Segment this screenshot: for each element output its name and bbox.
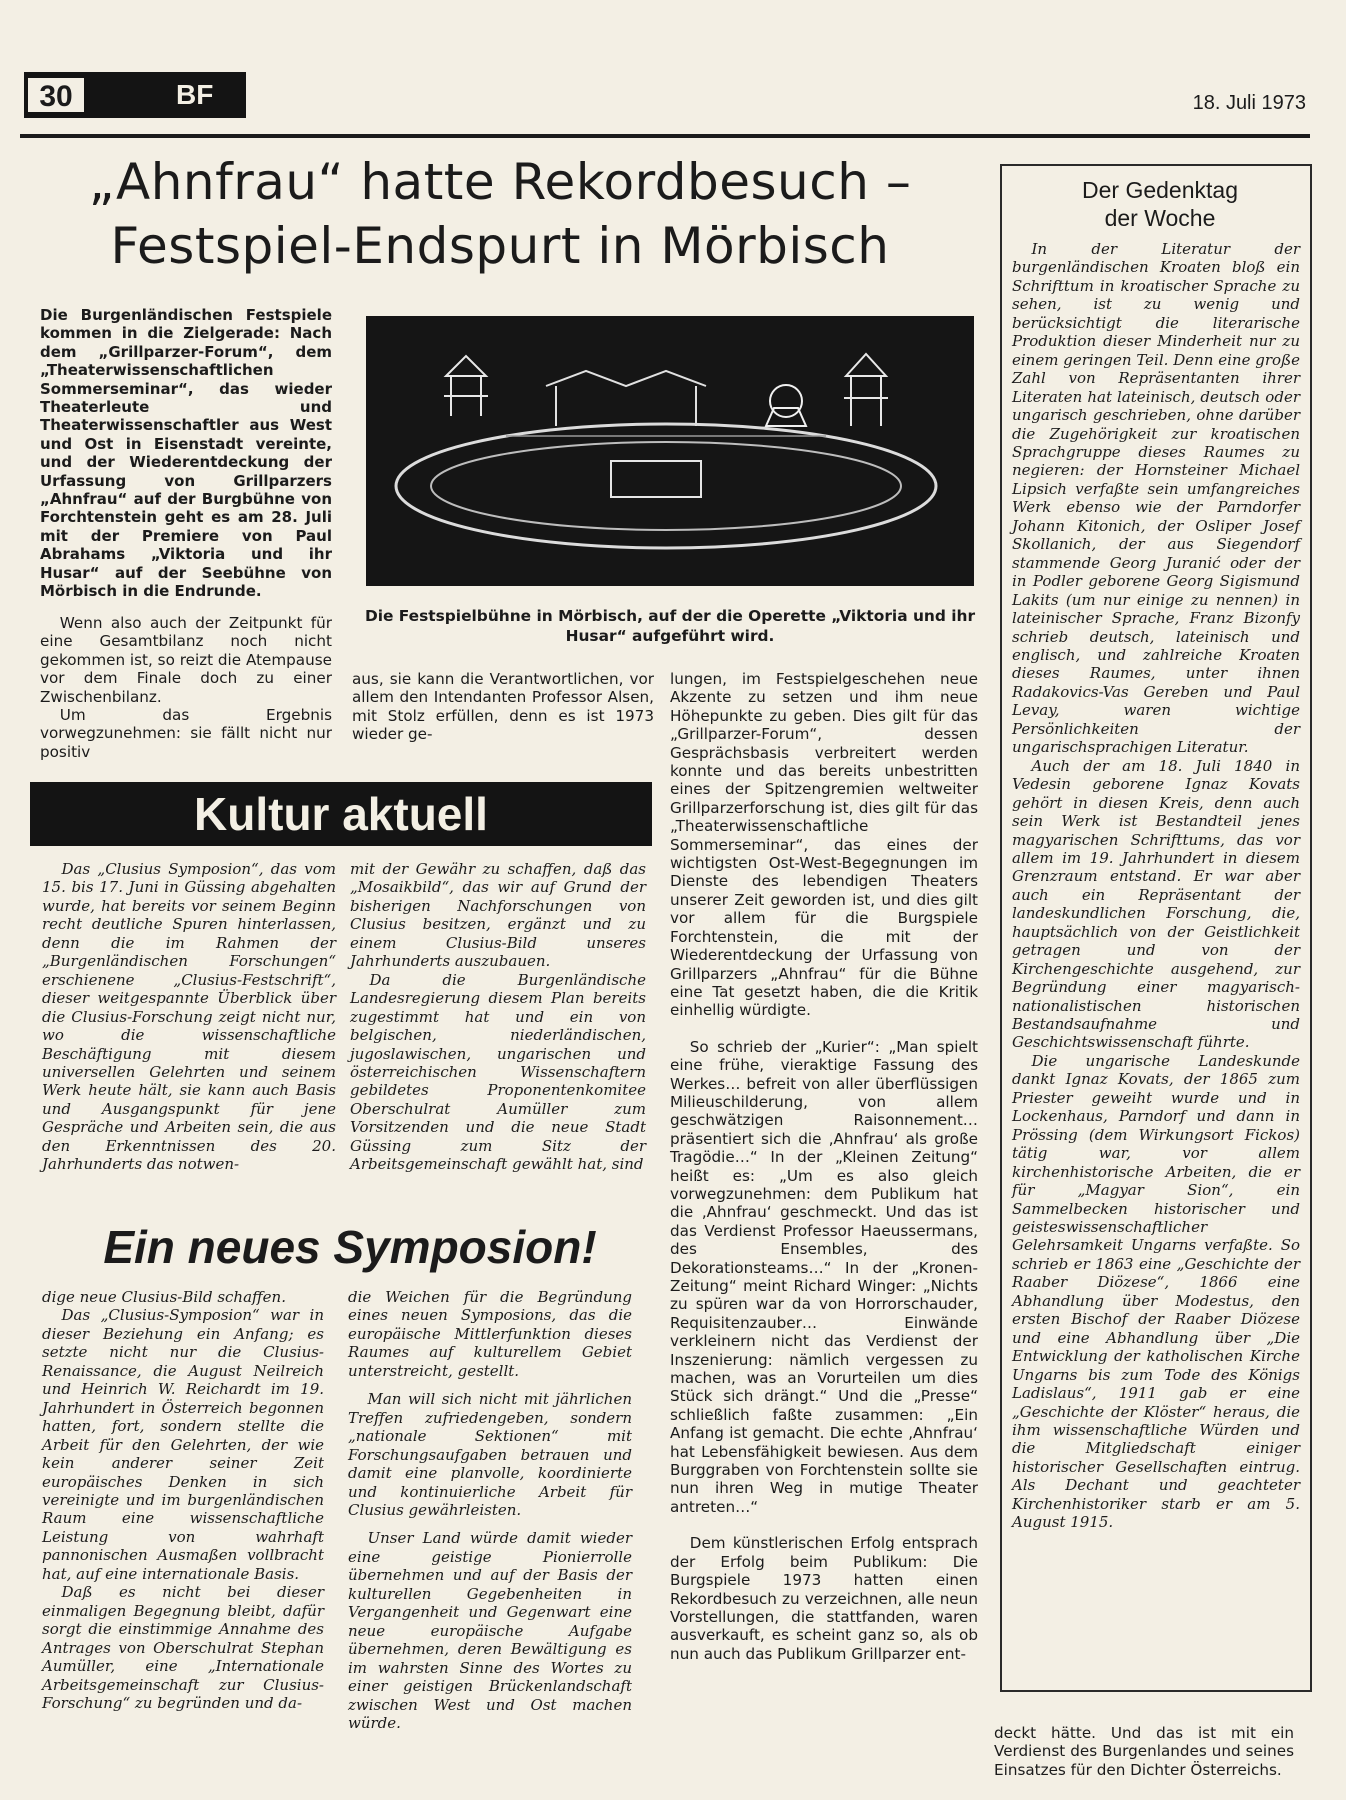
- kultur-subheadline: Ein neues Symposion!: [103, 1221, 597, 1273]
- gedenktag-title: [1040, 176, 1280, 232]
- article-paragraph: aus, sie kann die Verantwortlichen, vor allem den Intendanten Professor Alsen, mit Stolz erfüllen, denn es ist 1973 wieder ge-: [352, 670, 654, 744]
- kultur-paragraph: die Weichen für die Begründung eines neuen Symposions, das die europäische Mittlerfunktion dieses Raumes auf kulturellem Gebiet unterstreicht, gestellt.: [348, 1288, 632, 1380]
- lead-paragraph: Die Burgenländischen Festspiele kommen in die Zielgerade: Nach dem „Grillparzer-Forum“, dem „Theaterwissenschaftlichen Sommerseminar“, das wieder Theaterleute und Theaterwissenschaftler aus West und Ost in Eisenstadt vereinte, und der Wiederentdeckung der Urfassung von Grillparzers „Ahnfrau“ auf der Burgbühne von Forchtenstein geht es am 28. Juli mit der Premiere von Paul Abrahams „Viktoria und ihr Husar“ auf der Seebühne von Mörbisch in die Endrunde.: [40, 306, 332, 601]
- article-paragraph: Dem künstlerischen Erfolg entsprach der Erfolg beim Publikum: Die Burgspiele 1973 hatten einen Rekordbesuch zu verzeichnen, alle neun Vorstellungen, die stattfanden, waren ausverkauft, es scheint ganz so, als ob nun auch das Publikum Grillparzer ent-: [670, 1534, 978, 1663]
- stage-illustration: [366, 316, 974, 586]
- article-paragraph: deckt hätte. Und das ist mit ein Verdienst des Burgenlandes und seines Einsatzes für den Dichter Österreichs.: [994, 1724, 1294, 1779]
- kultur-paragraph: Man will sich nicht mit jährlichen Treffen zufriedengeben, sondern „nationale Sektionen“ mit Forschungsaufgaben betrauen und damit eine planvolle, koordinierte und kontinuierliche Arbeit für Clusius gewährleisten.: [348, 1390, 632, 1519]
- headline-line-2: Festspiel-Endspurt in Mörbisch: [110, 217, 890, 275]
- header-rule: [20, 134, 1310, 138]
- kultur-column-b-top: [350, 860, 646, 1174]
- kultur-paragraph: Unser Land würde damit wieder eine geistige Pionierrolle übernehmen und auf der Basis der kulturellen Gegebenheiten in Vergangenheit und Gegenwart eine neue europäische Aufgabe übernehmen, deren Bewältigung es im wahrsten Sinne des Wortes zu einer geistigen Brückenlandschaft zwischen West und Ost machen würde.: [348, 1529, 632, 1732]
- gedenktag-title-line-2: der Woche: [1104, 205, 1216, 231]
- kultur-paragraph: Das „Clusius Symposion“, das vom 15. bis 17. Juni in Güssing abgehalten wurde, hat bereits vor seinem Beginn recht deutliche Spuren hinterlassen, denn die im Rahmen der „Burgenländischen Forschungen“ erschienene „Clusius-Festschrift“, dieser weitgespannte Überblick über die Clusius-Forschung zeigt nicht nur, wo die wissenschaftliche Beschäftigung mit diesem universellen Gelehrten und seinem Werk heute hält, sie kann auch Basis und Ausgangspunkt für jene Gespräche und Arbeiten sein, die aus den Erkenntnissen des 20. Jahrhunderts das notwen-: [42, 860, 336, 1174]
- article-paragraph: lungen, im Festspielgeschehen neue Akzente zu setzen und ihm neue Höhepunkte zu geben. Dies gilt für das „Grillparzer-Forum“, dessen Gesprächsbasis verbreitert werden konnte und das bereits unbestritten eines der Spitzengremien weltweiter Grillparzerforschung ist, dies gilt für das „Theaterwissenschaftliche Sommerseminar“, das eines der wichtigsten Ost-West-Begegnungen im Dienste des lebendigen Theaters unserer Zeit geworden ist, und dies gilt vor allem für die Burgspiele Forchtenstein, die mit der Wiederentdeckung der Urfassung von Grillparzers „Ahnfrau“ für die Bühne eine Tat gesetzt haben, die die Kritik einhellig würdigte.: [670, 670, 978, 1020]
- gedenktag-paragraph: In der Literatur der burgenländischen Kroaten bloß ein Schrifttum in kroatischer Sprache zu sehen, ist zu wenig und berücksichtigt die literarische Produktion dieser Minderheit nur zu einem geringen Teil. Denn eine große Zahl von Repräsentanten ihrer Literaten hat lateinisch, deutsch oder ungarisch geschrieben, ohne darüber die Zugehörigkeit zur kroatischen Sprachgruppe dieses Raumes zu negieren: der Hornsteiner Michael Lipsich verfaßte sein umfangreiches Werk ebenso wie der Parndorfer Johann Kitonich, der Osliper Josef Skollanich, der aus Siegendorf stammende Georg Juranić oder der in Podler geborene Georg Sigismund Lakits (um nur einige zu nennen) in lateinischer Sprache, Franz Bizonfy schrieb deutsch, lateinisch und englisch, und zahlreiche Kroaten dieses Raumes, unter ihnen Radakovics-Vas Gereben und Paul Levay, waren wichtige Persönlichkeiten der ungarischsprachigen Literatur.: [1012, 240, 1300, 757]
- kultur-paragraph: Das „Clusius-Symposion“ war in dieser Beziehung ein Anfang; es setzte nicht nur die Clusius-Renaissance, die August Neilreich und Heinrich W. Reichardt im 19. Jahrhundert in Österreich begonnen hatten, fort, sondern stellte die Arbeit für den Gelehrten, der wie kein anderer seiner Zeit europäisches Denken in sich vereinigte und im burgenländischen Raum eine wissenschaftliche Leistung von wahrhaft pannonischen Ausmaßen vollbracht hat, auf eine internationale Basis.: [42, 1306, 324, 1583]
- kultur-aktuell-banner: Kultur aktuell: [30, 782, 652, 846]
- article-continuation: [994, 1724, 1294, 1779]
- article-column-3: [670, 670, 978, 1663]
- stage-photo: [366, 316, 974, 586]
- photo-caption: Die Festspielbühne in Mörbisch, auf der die Operette „Viktoria und ihr Husar“ aufgeführt wird.: [364, 607, 976, 645]
- page-number: 30: [26, 76, 86, 114]
- article-column-2: [352, 670, 654, 744]
- article-paragraph: Wenn also auch der Zeitpunkt für eine Gesamtbilanz noch nicht gekommen ist, so reizt die Atempause vor dem Finale doch zu einer Zwischenbilanz.: [40, 614, 332, 706]
- issue-date: 18. Juli 1973: [1192, 92, 1306, 114]
- gedenktag-paragraph: Auch der am 18. Juli 1840 in Vedesin geborene Ignaz Kovats gehört in diesen Kreis, denn auch sein Werk ist Bestandteil jenes magyarischen Schrifttums, das vor allem im 19. Jahrhundert in diesem Grenzraum entstand. Er war aber auch ein Repräsentant der landeskundlichen Forschung, die, hauptsächlich von der Geistlichkeit getragen und von der Kirchengeschichte ausgehend, zur Begründung einer magyarisch-nationalistischen historischen Bestandsaufnahme und Geschichtswissenschaft führte.: [1012, 756, 1300, 1052]
- kultur-column-a-top: [42, 860, 336, 1174]
- main-headline: [40, 150, 960, 278]
- kultur-column-b-bottom: [348, 1288, 632, 1732]
- kultur-paragraph: Da die Burgenländische Landesregierung diesem Plan bereits zugestimmt hat und ein von belgischen, niederländischen, jugoslawischen, ungarischen und österreichischen Wissenschaftern gebildetes Proponentenkomitee Oberschulrat Aumüller zum Vorsitzenden und die neue Stadt Güssing zum Sitz der Arbeitsgemeinschaft gewählt hat, sind: [350, 970, 646, 1174]
- article-paragraph: So schrieb der „Kurier“: „Man spielt eine frühe, vieraktige Fassung des Werkes… befreit von aller überflüssigen Milieuschilderung, von allem geschwätzigen Raisonnement… präsentiert sich die ‚Ahnfrau‘ als große Tragödie…“ In der „Kleinen Zeitung“ heißt es: „Um es also gleich vorwegzunehmen: dem Publikum hat die ‚Ahnfrau‘ geschmeckt. Und das ist das Verdienst Professor Haeussermans, des Ensembles, des Dekorationsteams…“ In der „Kronen-Zeitung“ meint Richard Winger: „Nichts zu spüren war da von Horrorschauder, Requisitenzauber… Einwände verkleinern nicht das Verdienst der Inszenierung: nämlich vergessen zu machen, was an Vorurteilen um dies Stück sich drängt.“ Und die „Presse“ schließlich faßte zusammen: „Ein Anfang ist gemacht. Die echte ‚Ahnfrau‘ hat Lebensfähigkeit bewiesen. Aus dem Burggraben von Forchtenstein sollte sie nun ihren Weg in mutige Theater antreten…“: [670, 1037, 978, 1516]
- kultur-paragraph: Daß es nicht bei dieser einmaligen Begegnung bleibt, dafür sorgt die einstimmige Annahme des Antrages von Oberschulrat Stephan Aumüller, eine „Internationale Arbeitsgemeinschaft zur Clusius-Forschung“ zu begründen und da-: [42, 1583, 324, 1712]
- headline-line-1: „Ahnfrau“ hatte Rekordbesuch –: [88, 153, 912, 211]
- gedenktag-title-line-1: Der Gedenktag: [1082, 177, 1238, 203]
- article-column-1: [40, 614, 332, 761]
- gedenktag-text: [1012, 240, 1300, 1532]
- kultur-paragraph: dige neue Clusius-Bild schaffen.: [42, 1288, 286, 1306]
- kultur-column-a-bottom: [42, 1288, 324, 1712]
- section-label: BF: [176, 79, 214, 110]
- article-paragraph: Um das Ergebnis vorwegzunehmen: sie fällt nicht nur positiv: [40, 706, 332, 761]
- gedenktag-paragraph: Die ungarische Landeskunde dankt Ignaz Kovats, der 1865 zum Priester geweiht wurde und in Lockenhaus, Parndorf und dann in Prössing (dem Wirkungsort Fickos) tätig war, vor allem kirchenhistorische Arbeiten, die er für „Magyar Sion“, ein Sammelbecken historischer und geisteswissenschaftlicher Gelehrsamkeit Ungarns verfaßte. So schrieb er 1863 eine „Geschichte der Raaber Diözese“, 1866 eine Abhandlung über Modestus, den ersten Bischof der Raaber Diözese und eine Abhandlung über „Die Entwicklung der katholischen Kirche Ungarns bis zum Tode des Königs Ladislaus“, 1911 gab er eine „Geschichte der Klöster“ heraus, die ihm wissenschaftliche Würden und die Mitgliedschaft einiger historischer Gesellschaften eintrug. Als Dechant und geachteter Kirchenhistoriker starb er am 5. August 1915.: [1012, 1051, 1300, 1532]
- kultur-paragraph: mit der Gewähr zu schaffen, daß das „Mosaikbild“, das wir auf Grund der bisherigen Nachforschungen von Clusius besitzen, ergänzt und zu einem Clusius-Bild unseres Jahrhunderts auszubauen.: [350, 860, 646, 971]
